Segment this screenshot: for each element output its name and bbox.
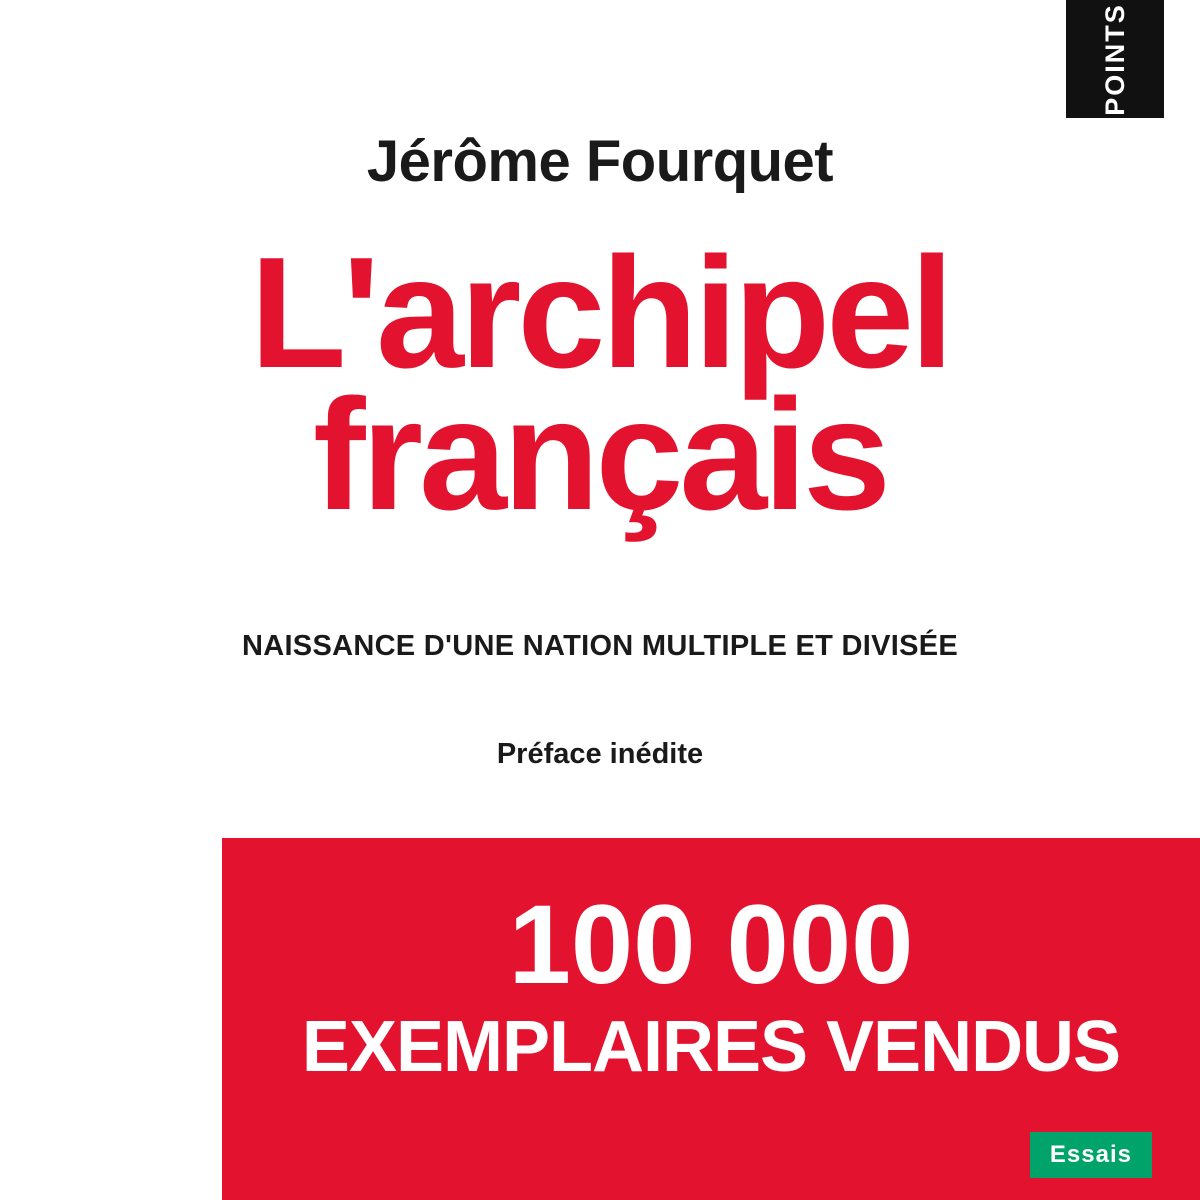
title-line-2: français <box>312 366 887 543</box>
title-line-1: L'archipel <box>249 225 950 401</box>
book-subtitle: NAISSANCE D'UNE NATION MULTIPLE ET DIVISÉE <box>241 630 959 662</box>
book-title <box>0 225 1200 543</box>
publisher-logo-tab <box>1066 0 1164 118</box>
collection-badge: Essais <box>1030 1132 1152 1178</box>
preface-mention: Préface inédite <box>496 738 704 770</box>
author-name: Jérôme Fourquet <box>366 129 834 194</box>
sales-caption: EXEMPLAIRES VENDUS <box>301 1007 1121 1087</box>
publisher-name: POINTS <box>1099 2 1130 116</box>
sales-count: 100 000 <box>508 882 914 1007</box>
